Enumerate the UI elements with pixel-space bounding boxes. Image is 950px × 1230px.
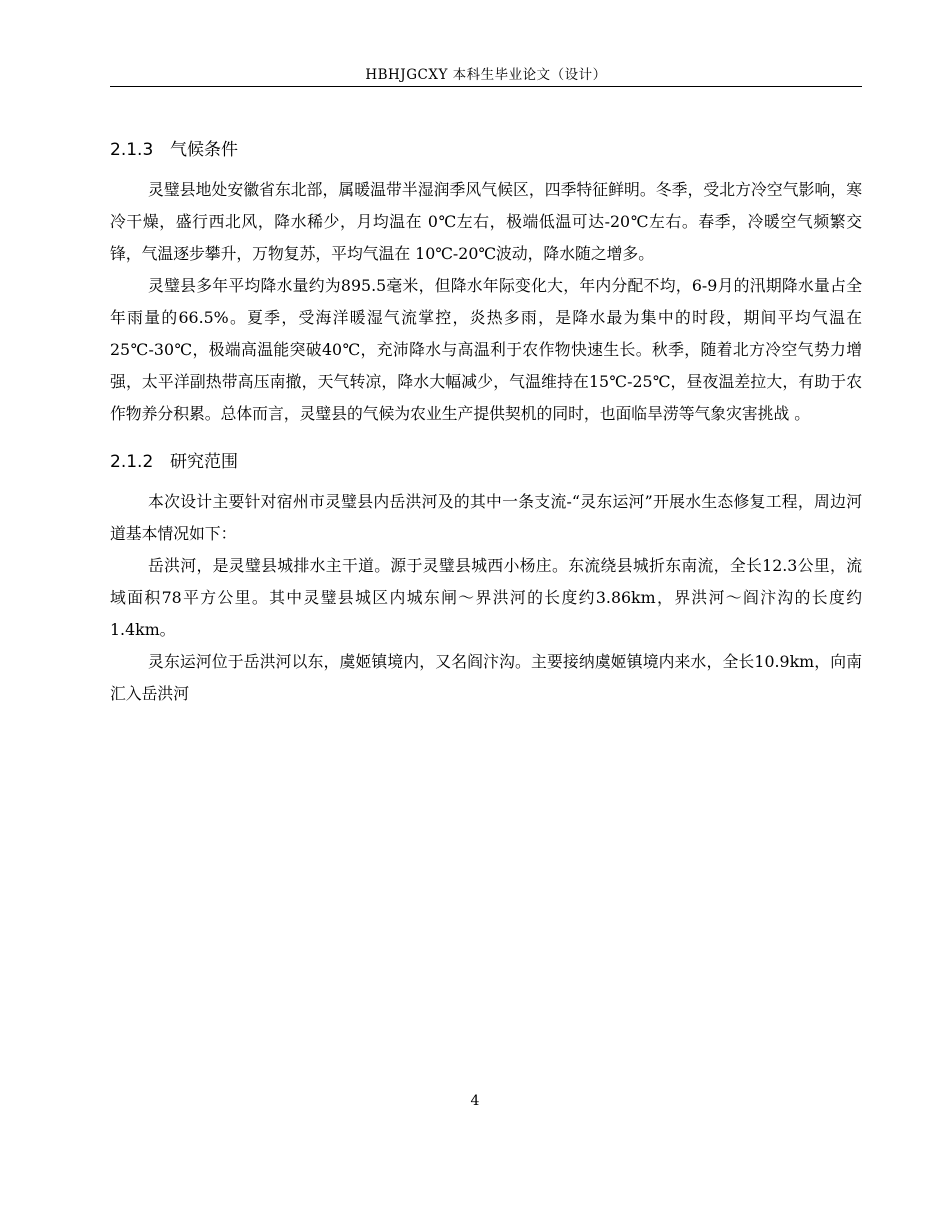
section-heading-climate [110,134,862,166]
section-title: 研究范围 [170,452,238,472]
paragraph: 本次设计主要针对宿州市灵璧县内岳洪河及的其中一条支流-“灵东运河”开展水生态修复工程，周边河道基本情况如下： [110,492,862,543]
section-number: 2.1.3 [110,140,154,160]
paragraph: 灵东运河位于岳洪河以东，虞姬镇境内，又名阎汴沟。主要接纳虞姬镇境内来水，全长10.9km，向南汇入岳洪河 [110,652,862,703]
header-divider [110,86,862,87]
section-number: 2.1.2 [110,452,154,472]
paragraph: 灵璧县多年平均降水量约为895.5毫米，但降水年际变化大，年内分配不均，6-9月的汛期降水量占全年雨量的66.5%。夏季，受海洋暖湿气流掌控，炎热多雨，是降水最为集中的时段，期间平均气温在25℃-30℃，极端高温能突破40℃，充沛降水与高温利于农作物快速生长。秋季，随着北方冷空气势力增强，太平洋副热带高压南撤，天气转凉，降水大幅减少，气温维持在15℃-25℃，昼夜温差拉大，有助于农作物养分积累。总体而言，灵璧县的气候为农业生产提供契机的同时，也面临旱涝等气象灾害挑战 。 [110,276,862,423]
paragraph: 灵璧县地处安徽省东北部，属暖温带半湿润季风气候区，四季特征鲜明。冬季，受北方冷空气影响，寒冷干燥，盛行西北风，降水稀少，月均温在 0℃左右，极端低温可达-20℃左右。春季，冷暖空气频繁交锋，气温逐步攀升，万物复苏，平均气温在 10℃-20℃波动，降水随之增多。 [110,180,862,263]
document-body [110,134,862,710]
paragraph: 岳洪河，是灵璧县城排水主干道。源于灵璧县城西小杨庄。东流绕县城折东南流，全长12.3公里，流域面积78平方公里。其中灵璧县城区内城东闸～界洪河的长度约3.86km，界洪河～阎汴沟的长度约1.4km。 [110,556,862,639]
running-header: HBHJGCXY 本科生毕业论文（设计） [365,67,607,83]
page-number: 4 [470,1093,480,1109]
section-title: 气候条件 [170,140,238,160]
section-heading-scope [110,446,862,478]
